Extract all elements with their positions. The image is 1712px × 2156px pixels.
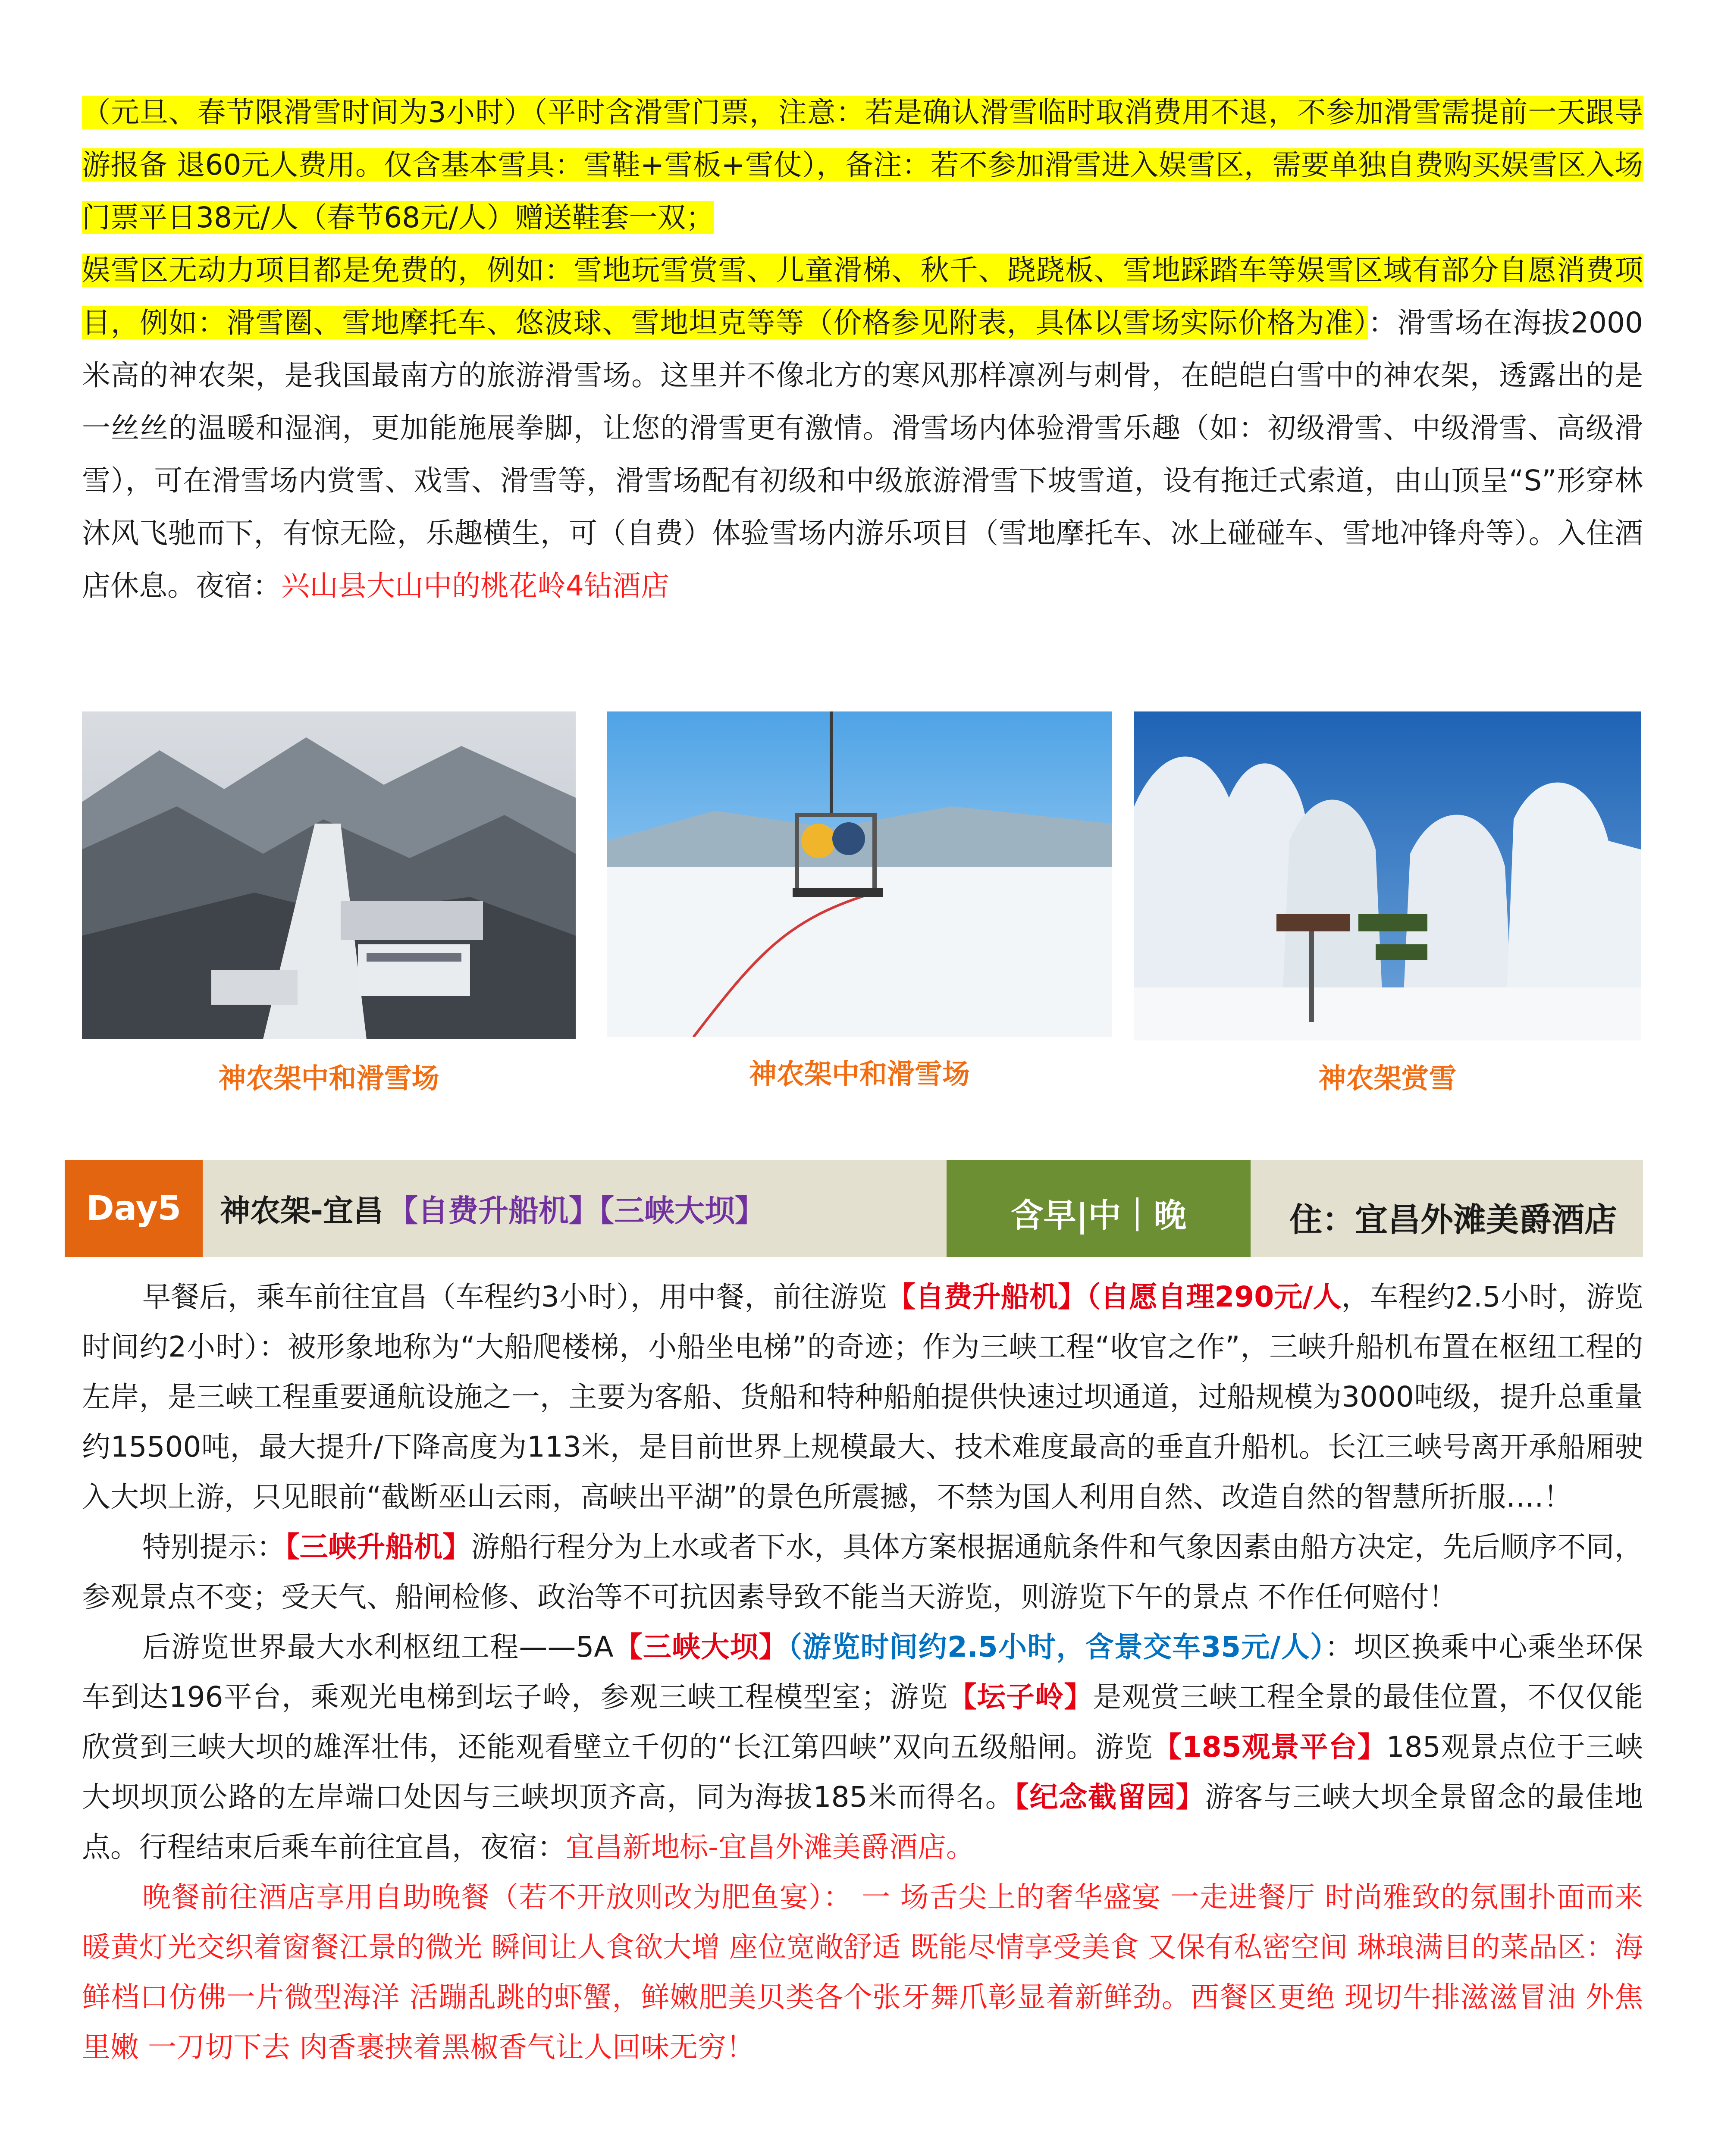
attraction-name: 【自费升船机】 xyxy=(887,1280,1087,1313)
text: 游客与三峡大坝全景留念的最佳地点。行程结束后乘车前往宜昌，夜宿： xyxy=(82,1780,1643,1864)
overnight-hotel-name: 宜昌新地标-宜昌外滩美爵酒店。 xyxy=(566,1830,975,1864)
ski-info-section xyxy=(82,86,1643,612)
day-number-badge: Day5 xyxy=(65,1160,203,1257)
text: 是观赏三峡工程全景的最佳位置，不仅仅能欣赏到三峡大坝的雄浑壮伟，还能观看壁立千仞的“长江第四峡”双向五级船闸。游览 xyxy=(82,1680,1643,1764)
overnight-hotel-name: 兴山县大山中的桃花岭4钻酒店 xyxy=(281,569,669,602)
text: 游船行程分为上水或者下水，具体方案根据通航条件和气象因素由船方决定，先后顺序不同，参观景点不变；受天气、船闸检修、政治等不可抗因素导致不能当天游览，则游览下午的景点 不作任何赔付！ xyxy=(82,1530,1643,1614)
day-hotel: 住：宜昌外滩美爵酒店 xyxy=(1289,1200,1617,1239)
photo-caption: 神农架赏雪 xyxy=(1318,1063,1457,1095)
special-notice-paragraph xyxy=(82,1522,1643,1622)
text: 后游览世界最大水利枢纽工程——5A xyxy=(142,1630,614,1664)
dam-paragraph xyxy=(82,1622,1643,1872)
route-attractions: 【自费升船机】【三峡大坝】 xyxy=(388,1193,765,1228)
snow-area-highlight: 娱雪区无动力项目都是免费的，例如：雪地玩雪赏雪、儿童滑梯、秋千、跷跷板、雪地踩踏车等娱雪区域有部分自愿消费项目，例如：滑雪圈、雪地摩托车、悠波球、雪地坦克等等（价格参见附表，具体以雪场实际价格为准） xyxy=(82,254,1643,339)
text: 早餐后，乘车前往宜昌（车程约3小时），用中餐，前往游览 xyxy=(142,1280,887,1313)
snowy-forest-photo xyxy=(1134,711,1641,1040)
text: 185观景点位于三峡大坝坝顶公路的左岸端口处因与三峡坝顶齐高，同为海拔185米而得名。 xyxy=(82,1730,1643,1814)
chairlift-photo xyxy=(607,711,1112,1037)
price-note: （自愿自理290元/人 xyxy=(1086,1280,1342,1313)
tour-time-note: （游览时间约2.5小时，含景交车35元/人） xyxy=(787,1630,1325,1664)
ski-resort-aerial-photo xyxy=(82,711,576,1039)
ship-lift-paragraph xyxy=(82,1272,1643,1522)
text: ，车程约2.5小时，游览时间约2小时）：被形象地称为“大船爬楼梯，小船坐电梯”的奇迹；作为三峡工程“收官之作”，三峡升船机布置在枢纽工程的左岸，是三峡工程重要通航设施之一，主要为客船、货船和特种船舶提供快速过坝通道，过船规模为3000吨级，提升总重量约15500吨，最大提升/下降高度为113米，是目前世界上规模最大、技术难度最高的垂直升船机。长江三峡号离开承船厢驶入大坝上游，只见眼前“截断巫山云雨，高峡出平湖”的景色所震撼，不禁为国人利用自然、改造自然的智慧所折服….！ xyxy=(82,1280,1643,1514)
photo-caption: 神农架中和滑雪场 xyxy=(218,1063,439,1095)
day-header-bar xyxy=(65,1160,1643,1257)
route-name: 神农架-宜昌 xyxy=(220,1193,384,1228)
photo-caption: 神农架中和滑雪场 xyxy=(749,1059,970,1091)
attraction-name: 【坛子岭】 xyxy=(948,1680,1093,1714)
meals-included: 含早|中｜晚 xyxy=(947,1160,1251,1257)
text: ：坝区换乘中心乘坐环保车到达196平台，乘观光电梯到坛子岭，参观三峡工程模型室；游览 xyxy=(82,1630,1643,1714)
day-route-title xyxy=(220,1160,765,1257)
ski-description-paragraph xyxy=(82,244,1643,612)
text: 特别提示： xyxy=(142,1530,285,1564)
attraction-name: 【三峡升船机】 xyxy=(285,1530,471,1564)
ski-notice-paragraph xyxy=(82,86,1643,244)
attraction-name: 【185观景平台】 xyxy=(1153,1730,1386,1764)
ski-description-text: ：滑雪场在海拔2000米高的神农架，是我国最南方的旅游滑雪场。这里并不像北方的寒风那样凛冽与刺骨，在皑皑白雪中的神农架，透露出的是一丝丝的温暖和湿润，更加能施展拳脚，让您的滑雪更有激情。滑雪场内体验滑雪乐趣（如：初级滑雪、中级滑雪、高级滑雪），可在滑雪场内赏雪、戏雪、滑雪等，滑雪场配有初级和中级旅游滑雪下坡雪道，设有拖迁式索道，由山顶呈“S”形穿林沐风飞驰而下，有惊无险，乐趣横生，可（自费）体验雪场内游乐项目（雪地摩托车、冰上碰碰车、雪地冲锋舟等）。入住酒店休息。夜宿： xyxy=(82,306,1643,602)
dinner-paragraph: 晚餐前往酒店享用自助晚餐（若不开放则改为肥鱼宴）： 一 场舌尖上的奢华盛宴 一走进餐厅 时尚雅致的氛围扑面而来 暖黄灯光交织着窗餐江景的微光 瞬间让人食欲大增 座位宽敞舒适 既能尽情享受美食 又保有私密空间 琳琅满目的菜品区：海鲜档口仿佛一片微型海洋 活蹦乱跳的虾蟹，鲜嫩肥美贝类各个张牙舞爪彰显着新鲜劲。西餐区更绝 现切牛排滋滋冒油 外焦里嫩 一刀切下去 肉香裹挟着黑椒香气让人回味无穷！ xyxy=(82,1880,1643,2064)
ski-notice-highlight: （元旦、春节限滑雪时间为3小时）（平时含滑雪门票，注意：若是确认滑雪临时取消费用不退，不参加滑雪需提前一天跟导游报备 退60元人费用。仅含基本雪具：雪鞋+雪板+雪仗），备注：若不参加滑雪进入娱雪区，需要单独自费购买娱雪区入场门票平日38元/人（春节68元/人）赠送鞋套一双； xyxy=(82,96,1643,234)
attraction-name: 【纪念截留园】 xyxy=(1014,1780,1205,1814)
attraction-name: 【三峡大坝】 xyxy=(613,1630,788,1664)
day5-description xyxy=(82,1272,1643,2072)
